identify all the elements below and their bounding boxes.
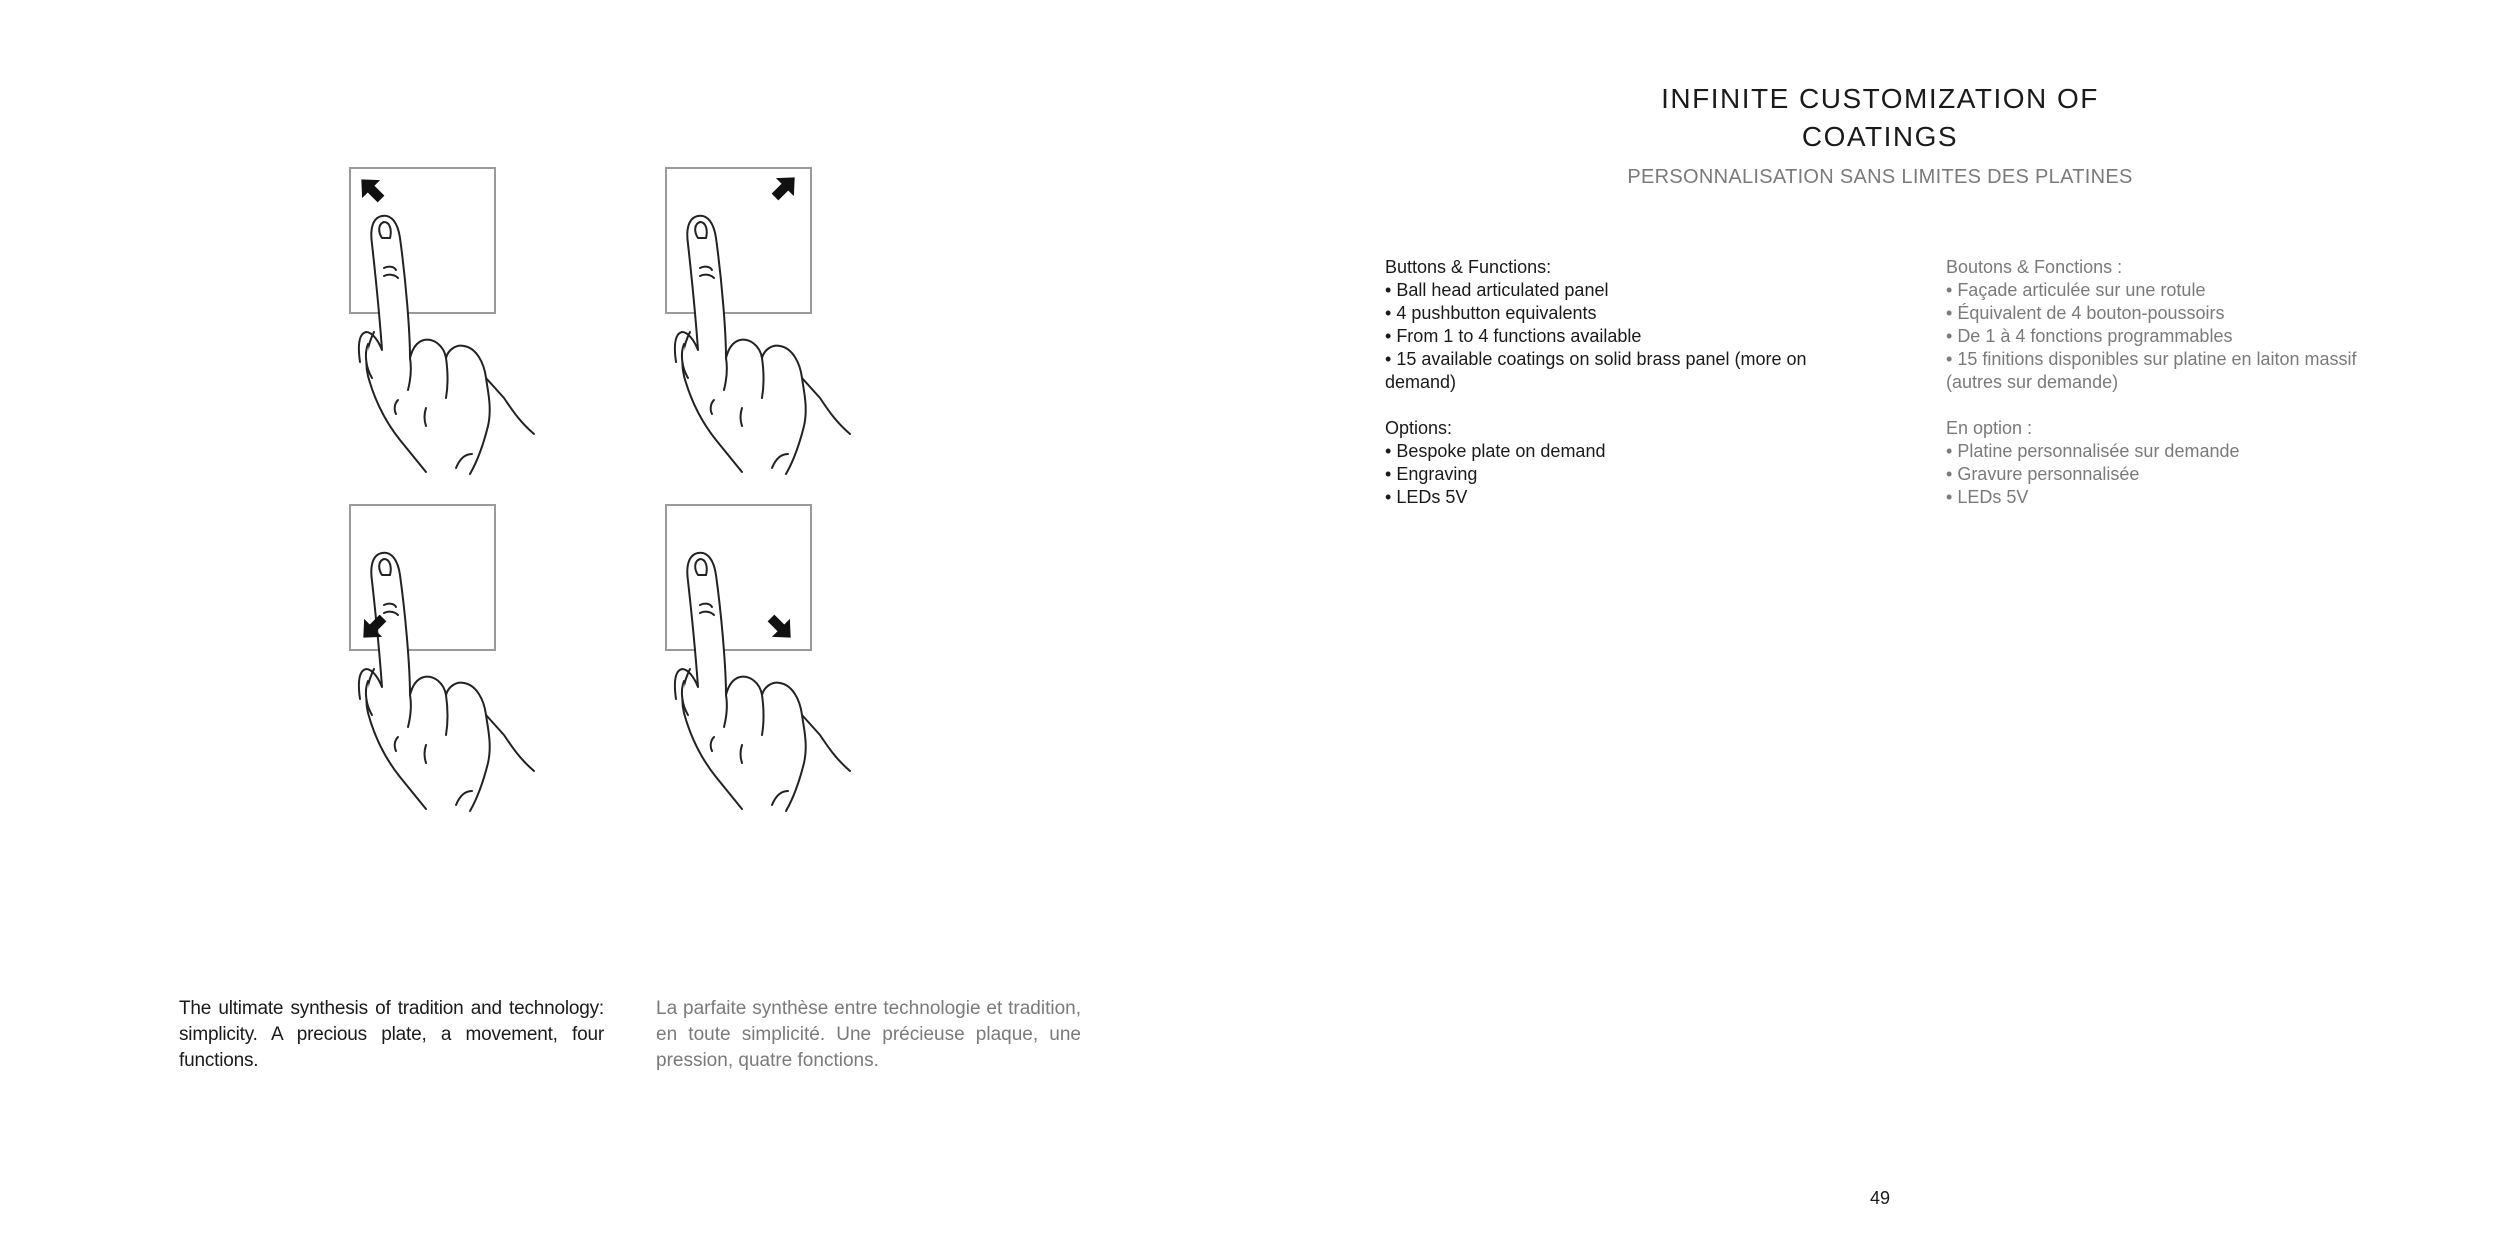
page-title-line-1: INFINITE CUSTOMIZATION OF: [1661, 83, 2099, 114]
list-item: • LEDs 5V: [1385, 486, 1815, 509]
list-item: • 4 pushbutton equivalents: [1385, 302, 1815, 325]
page-title-line-2: COATINGS: [1801, 121, 1959, 152]
options-heading: Options:: [1385, 418, 1453, 438]
gesture-illustration-top-right: [656, 160, 896, 490]
options-heading-fr: En option :: [1946, 418, 2033, 438]
list-item: • 15 finitions disponibles sur platine en laiton massif (autres sur demande): [1946, 348, 2376, 394]
functions-list-fr: [1946, 279, 2376, 394]
functions-heading: Buttons & Functions:: [1385, 257, 1552, 277]
list-item: • Gravure personnalisée: [1946, 463, 2376, 486]
hand-press-down-right-icon: [656, 497, 896, 827]
options-list: [1385, 440, 1815, 509]
list-item: • Platine personnalisée sur demande: [1946, 440, 2376, 463]
features-column-french: [1946, 256, 2376, 509]
page-number: 49: [1869, 1188, 1891, 1208]
functions-list: [1385, 279, 1815, 394]
spacer: [1385, 394, 1815, 417]
options-list-fr: [1946, 440, 2376, 509]
page-title: [1630, 80, 2130, 156]
gesture-illustration-bottom-left: [340, 497, 580, 827]
gesture-illustration-bottom-right: [656, 497, 896, 827]
functions-heading-fr: Boutons & Fonctions :: [1946, 257, 2123, 277]
features-column-english: [1385, 256, 1815, 509]
hand-press-up-left-icon: [340, 160, 580, 490]
list-item: • 15 available coatings on solid brass panel (more on demand): [1385, 348, 1815, 394]
hand-press-down-left-icon: [340, 497, 580, 827]
list-item: • Ball head articulated panel: [1385, 279, 1815, 302]
list-item: • Engraving: [1385, 463, 1815, 486]
page-subtitle: PERSONNALISATION SANS LIMITES DES PLATINES: [1627, 166, 2133, 188]
list-item: • Façade articulée sur une rotule: [1946, 279, 2376, 302]
list-item: • LEDs 5V: [1946, 486, 2376, 509]
list-item: • Bespoke plate on demand: [1385, 440, 1815, 463]
list-item: • De 1 à 4 fonctions programmables: [1946, 325, 2376, 348]
gesture-illustration-top-left: [340, 160, 580, 490]
caption-french: La parfaite synthèse entre technologie et tradition, en toute simplicité. Une précieuse plaque, une pression, quatre fonctions.: [656, 998, 1081, 1071]
list-item: • Équivalent de 4 bouton-poussoirs: [1946, 302, 2376, 325]
spacer: [1946, 394, 2376, 417]
caption-english: The ultimate synthesis of tradition and technology: simplicity. A precious plate, a movement, four functions.: [179, 998, 604, 1071]
list-item: • From 1 to 4 functions available: [1385, 325, 1815, 348]
hand-press-up-right-icon: [656, 160, 896, 490]
